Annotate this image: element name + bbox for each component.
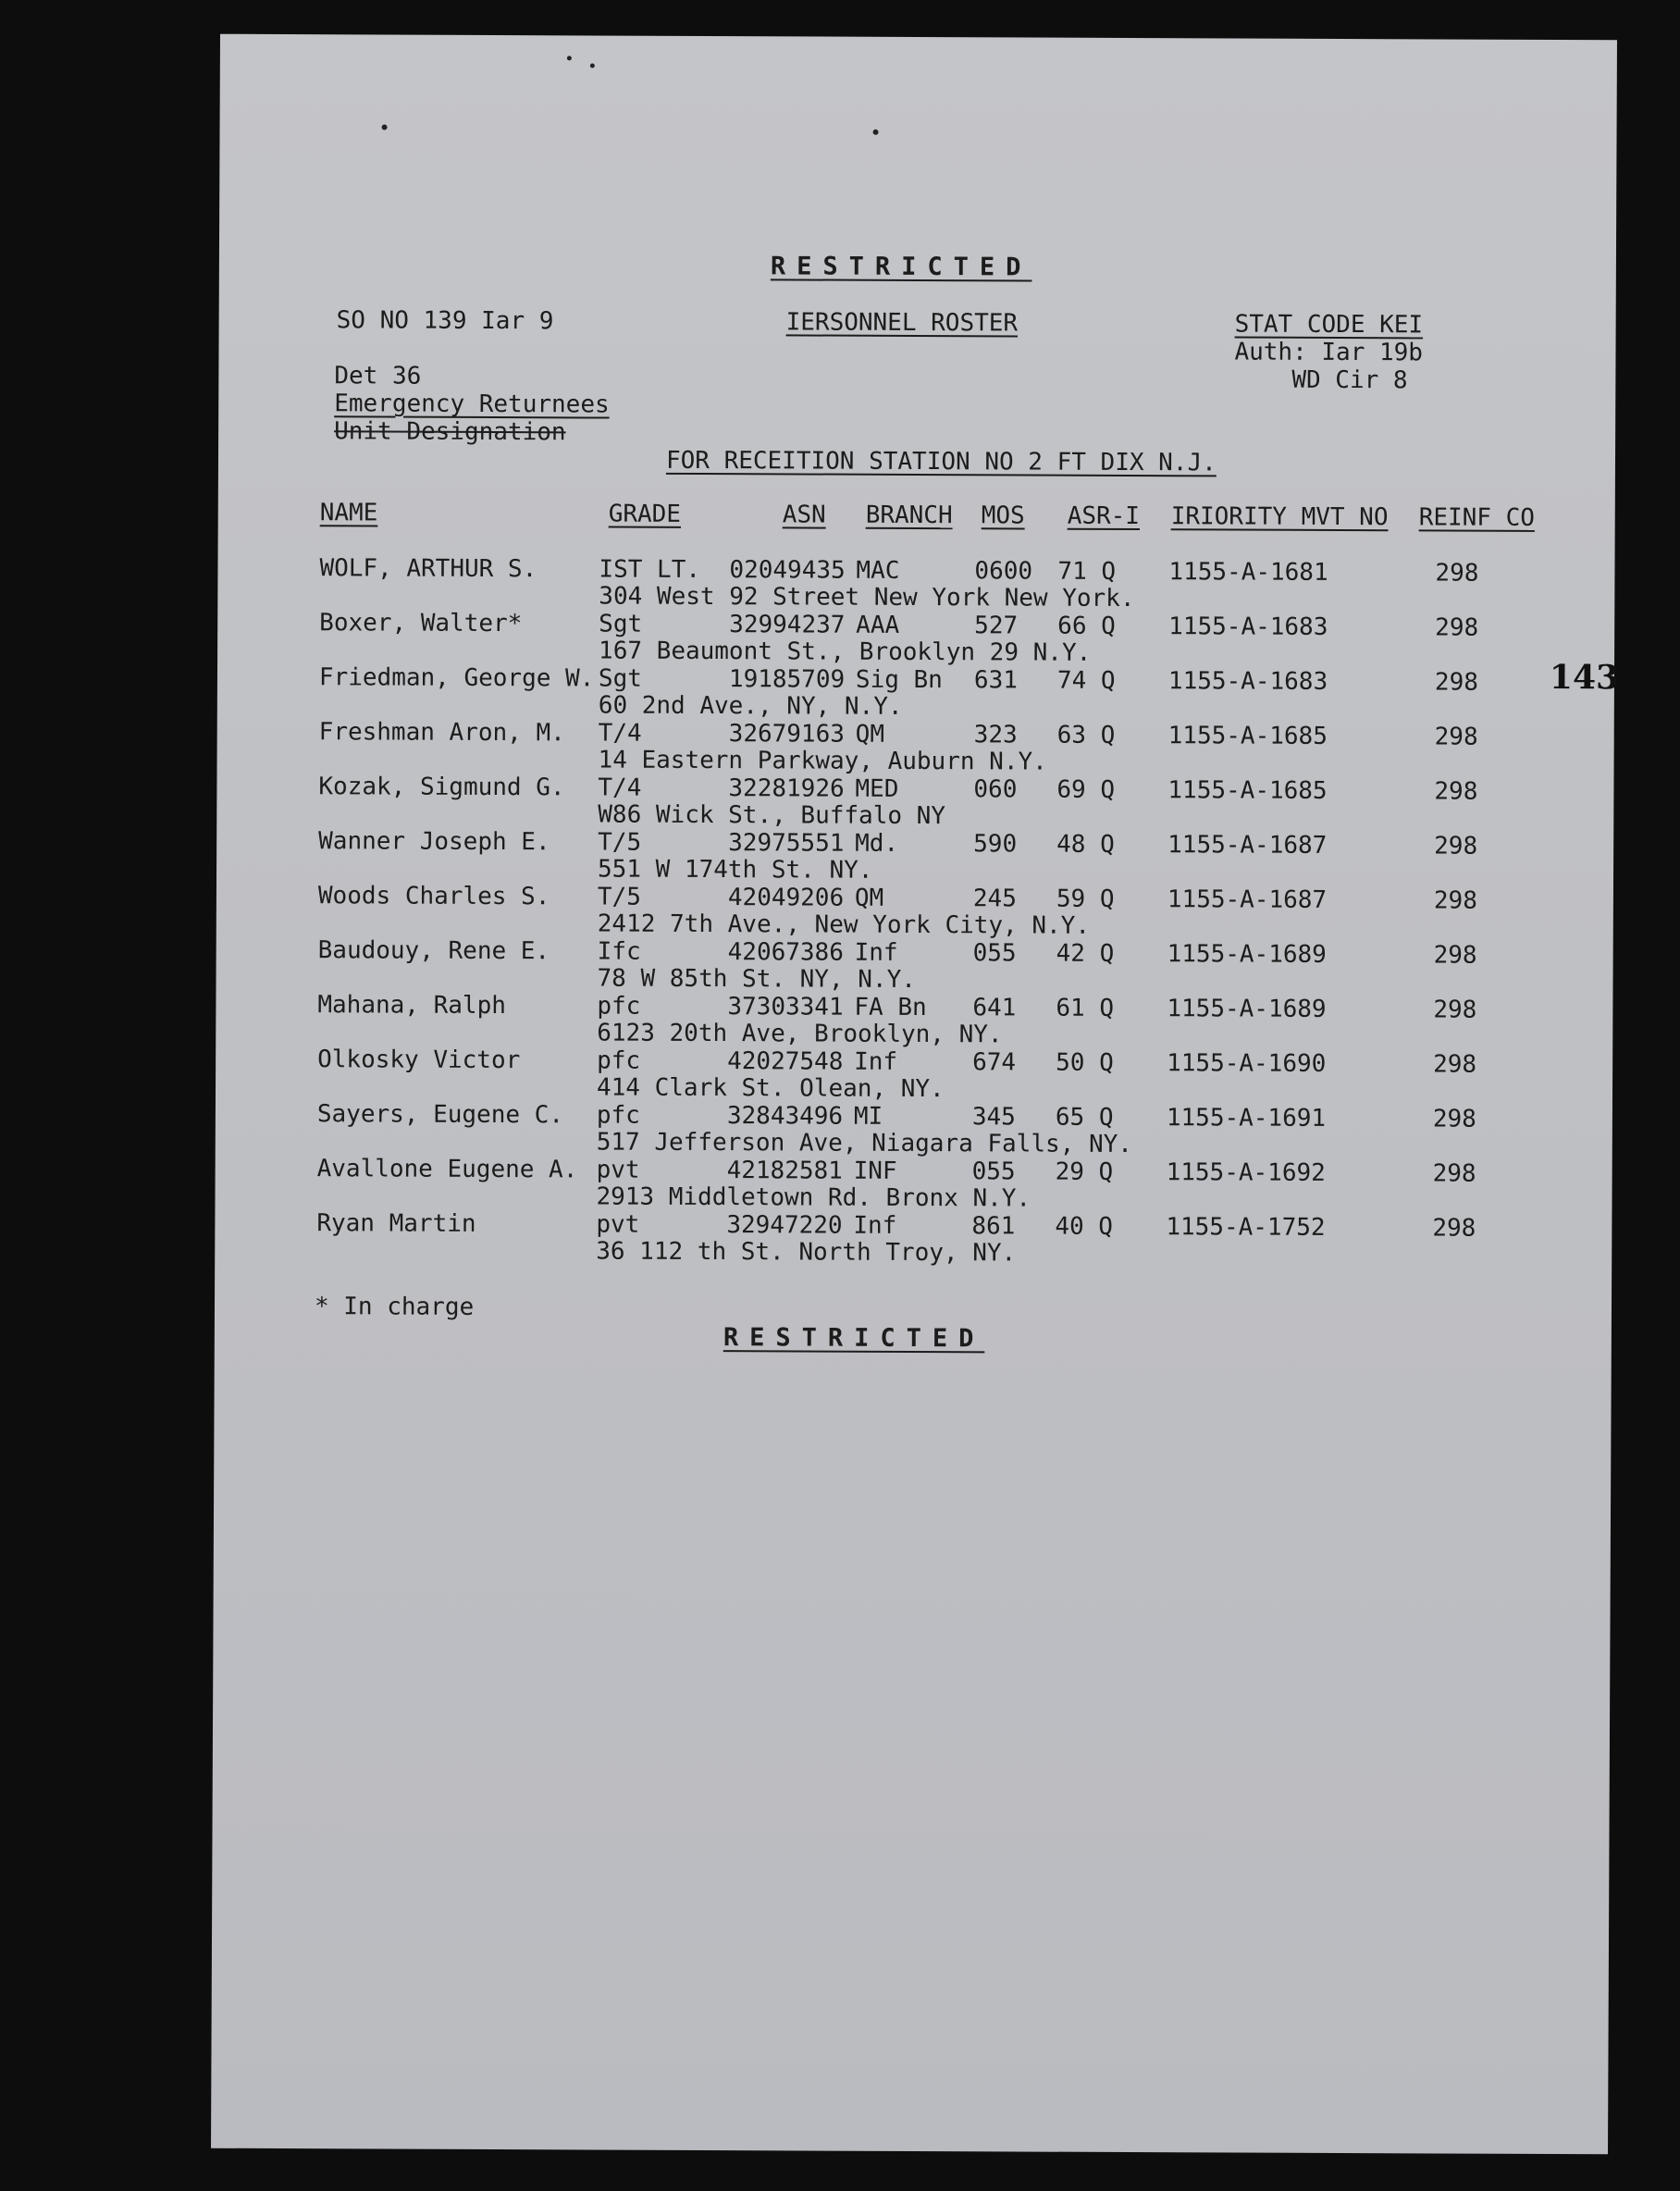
row-asr: 48 Q [1056, 830, 1115, 859]
row-name: Olkosky Victor [317, 1046, 521, 1075]
row-asr: 65 Q [1055, 1103, 1114, 1132]
unit-name: Emergency Returnees [334, 390, 610, 419]
row-address: 78 W 85th St. NY, N.Y. [597, 964, 916, 995]
row-asn: 42067386 [727, 938, 844, 967]
row-mos: 861 [971, 1212, 1016, 1241]
row-reinf: 298 [1432, 1159, 1476, 1188]
row-mos: 527 [974, 612, 1019, 640]
row-reinf: 298 [1434, 832, 1478, 860]
row-mos: 0600 [974, 557, 1033, 586]
row-mos: 323 [973, 721, 1018, 749]
row-asr: 71 Q [1057, 557, 1117, 586]
row-address: 60 2nd Ave., NY, N.Y. [598, 691, 903, 721]
row-mos: 674 [972, 1048, 1017, 1077]
row-asn: 37303341 [727, 993, 844, 1021]
row-reinf: 298 [1432, 1214, 1476, 1243]
row-address: 6123 20th Ave, Brooklyn, NY. [597, 1019, 1003, 1049]
row-name: Ryan Martin [316, 1209, 476, 1238]
special-order-number: SO NO 139 Iar 9 [336, 306, 554, 336]
row-name: Avallone Eugene A. [316, 1155, 578, 1184]
row-priority: 1155-A-1683 [1168, 613, 1328, 641]
row-branch: MAC [856, 556, 900, 585]
row-reinf: 298 [1435, 559, 1479, 588]
row-reinf: 298 [1432, 1105, 1476, 1133]
row-name: Boxer, Walter* [319, 609, 523, 638]
row-branch: QM [855, 720, 885, 749]
row-asn: 42027548 [727, 1047, 844, 1076]
row-mos: 245 [972, 885, 1017, 913]
row-asn: 19185709 [728, 665, 846, 694]
auth-line-2: WD Cir 8 [1291, 365, 1408, 395]
row-name: Mahana, Ralph [317, 991, 506, 1021]
row-grade: pfc [597, 992, 641, 1021]
row-address: 2412 7th Ave., New York City, N.Y. [597, 910, 1091, 940]
row-reinf: 298 [1435, 613, 1479, 642]
row-address: 517 Jefferson Ave, Niagara Falls, NY. [596, 1128, 1133, 1159]
ink-speck [590, 63, 595, 68]
row-priority: 1155-A-1687 [1167, 885, 1328, 914]
row-grade: pvt [596, 1210, 640, 1239]
page-number: 143 [1549, 657, 1620, 698]
row-grade: Sgt [599, 610, 643, 638]
row-mos: 345 [971, 1103, 1016, 1132]
row-name: Woods Charles S. [317, 882, 550, 911]
row-grade: T/5 [598, 828, 642, 857]
ink-speck [873, 130, 879, 135]
row-reinf: 298 [1433, 886, 1477, 915]
row-reinf: 298 [1434, 723, 1478, 751]
detachment: Det 36 [334, 362, 422, 390]
ink-speck [567, 56, 572, 60]
row-name: Baudouy, Rene E. [317, 936, 550, 966]
row-branch: Inf [854, 1047, 898, 1076]
row-mos: 060 [973, 775, 1018, 804]
row-branch: AAA [856, 611, 900, 639]
row-asr: 66 Q [1057, 612, 1116, 640]
row-priority: 1155-A-1692 [1166, 1158, 1326, 1187]
col-name-header: NAME [319, 499, 378, 527]
footnote: * In charge [314, 1293, 475, 1321]
row-asr: 63 Q [1056, 721, 1116, 749]
row-reinf: 298 [1433, 996, 1477, 1024]
row-grade: pfc [596, 1101, 640, 1130]
row-grade: T/4 [598, 774, 642, 802]
row-branch: FA Bn [854, 993, 927, 1022]
row-asr: 61 Q [1056, 994, 1115, 1022]
row-branch: Inf [853, 1211, 897, 1240]
restricted-heading-bottom: RESTRICTED [723, 1323, 985, 1354]
row-asr: 42 Q [1056, 939, 1115, 968]
col-mos-header: MOS [981, 501, 1025, 530]
unit-designation-label: Unit Designation [334, 417, 566, 447]
row-mos: 631 [973, 666, 1018, 695]
row-address: 167 Beaumont St., Brooklyn 29 N.Y. [599, 637, 1092, 667]
row-branch: Inf [854, 938, 898, 967]
row-mos: 055 [971, 1157, 1016, 1186]
row-priority: 1155-A-1683 [1167, 667, 1328, 696]
row-reinf: 298 [1433, 1050, 1477, 1079]
row-grade: Ifc [597, 937, 641, 966]
row-asn: 32975551 [728, 829, 845, 858]
row-priority: 1155-A-1681 [1168, 558, 1328, 587]
document-page [211, 34, 1620, 2155]
row-branch: INF [853, 1157, 897, 1185]
row-priority: 1155-A-1689 [1167, 940, 1327, 969]
row-priority: 1155-A-1690 [1167, 1049, 1327, 1078]
row-name: Wanner Joseph E. [318, 827, 550, 857]
row-mos: 055 [972, 939, 1017, 968]
row-grade: T/5 [597, 883, 641, 911]
row-reinf: 298 [1433, 941, 1477, 970]
row-name: Kozak, Sigmund G. [318, 773, 565, 802]
row-branch: QM [854, 884, 884, 912]
row-branch: MI [853, 1102, 883, 1131]
col-grade-header: GRADE [608, 500, 682, 528]
row-grade: IST LT. [599, 555, 701, 584]
row-asr: 40 Q [1055, 1212, 1114, 1241]
row-asn: 32947220 [726, 1211, 843, 1240]
row-branch: Md. [855, 829, 899, 858]
row-priority: 1155-A-1752 [1166, 1213, 1326, 1242]
row-asn: 32994237 [729, 611, 846, 639]
row-address: W86 Wick St., Buffalo NY [598, 800, 946, 831]
row-asn: 32281926 [728, 774, 845, 803]
row-asr: 74 Q [1056, 666, 1116, 695]
row-priority: 1155-A-1691 [1166, 1104, 1327, 1133]
col-reinf-header: REINF CO [1418, 503, 1536, 532]
row-reinf: 298 [1434, 777, 1478, 806]
row-priority: 1155-A-1685 [1167, 776, 1328, 805]
auth-line-1: Auth: Iar 19b [1234, 338, 1424, 367]
restricted-heading-top: RESTRICTED [770, 252, 1032, 282]
row-priority: 1155-A-1687 [1167, 831, 1328, 860]
row-name: Friedman, George W. [318, 663, 595, 693]
row-asn: 32679163 [728, 720, 845, 749]
row-name: WOLF, ARTHUR S. [319, 554, 537, 584]
stat-code: STAT CODE KEI [1234, 310, 1424, 340]
col-branch-header: BRANCH [865, 501, 953, 530]
ink-speck [382, 124, 388, 130]
row-asn: 42182581 [726, 1157, 843, 1185]
row-asr: 29 Q [1055, 1157, 1114, 1186]
row-asn: 42049206 [727, 884, 845, 912]
row-mos: 590 [973, 830, 1018, 859]
row-name: Sayers, Eugene C. [316, 1100, 564, 1130]
col-priority-header: IRIORITY MVT NO [1170, 502, 1389, 532]
row-grade: pfc [597, 1046, 641, 1075]
row-address: 36 112 th St. North Troy, NY. [596, 1237, 1017, 1268]
row-address: 551 W 174th St. NY. [597, 855, 873, 885]
row-grade: Sgt [598, 664, 642, 693]
row-priority: 1155-A-1685 [1167, 722, 1328, 750]
roster-title: IERSONNEL ROSTER [785, 308, 1019, 338]
row-address: 2913 Middletown Rd. Bronx N.Y. [596, 1182, 1031, 1213]
row-branch: Sig Bn [855, 665, 943, 695]
row-address: 304 West 92 Street New York New York. [599, 582, 1135, 613]
row-asn: 32843496 [726, 1102, 844, 1131]
row-asr: 59 Q [1056, 885, 1115, 913]
row-priority: 1155-A-1689 [1167, 995, 1327, 1023]
col-asr-header: ASR-I [1067, 501, 1141, 531]
row-mos: 641 [972, 994, 1017, 1022]
row-asn: 02049435 [729, 556, 846, 585]
destination-line: FOR RECEITION STATION NO 2 FT DIX N.J. [665, 446, 1217, 477]
row-grade: pvt [596, 1156, 640, 1184]
col-asn-header: ASN [782, 501, 826, 529]
row-asr: 50 Q [1056, 1048, 1114, 1077]
row-grade: T/4 [598, 719, 642, 748]
row-name: Freshman Aron, M. [318, 718, 565, 748]
row-address: 414 Clark St. Olean, NY. [596, 1073, 945, 1104]
row-asr: 69 Q [1056, 775, 1116, 804]
row-reinf: 298 [1434, 668, 1478, 697]
row-branch: MED [855, 774, 899, 803]
row-address: 14 Eastern Parkway, Auburn N.Y. [598, 746, 1047, 776]
